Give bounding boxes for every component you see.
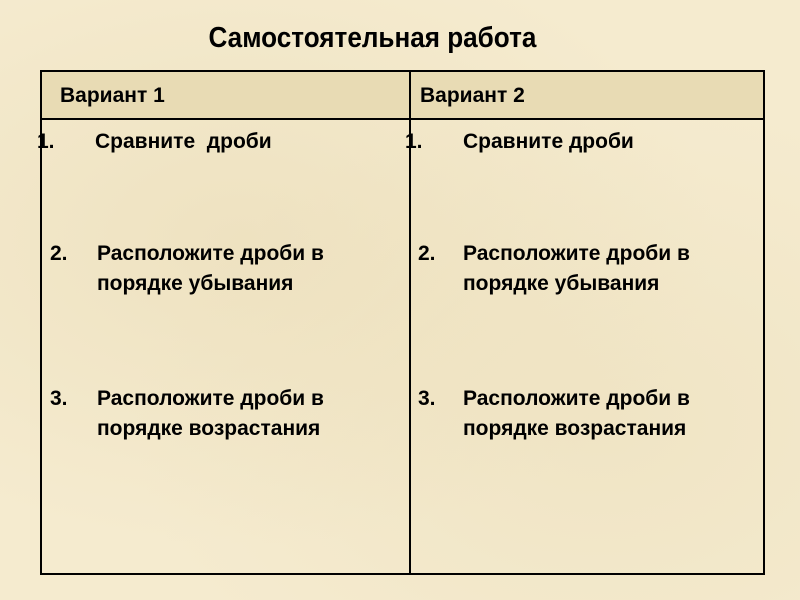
variant-2-task-3	[418, 384, 763, 444]
task-number: 2.	[50, 242, 68, 265]
variant-1-task-2	[50, 239, 405, 299]
task-number: 3.	[50, 387, 68, 410]
task-number: 3.	[418, 387, 436, 410]
task-text: Сравните дроби	[95, 130, 272, 153]
task-text: Расположите дроби в порядке возрастания	[97, 387, 324, 440]
variant-1-task-3	[50, 384, 405, 444]
variant-2-task-1	[405, 127, 765, 157]
task-text: Сравните дроби	[463, 130, 634, 153]
variant-1-header: Вариант 1	[60, 84, 165, 107]
variant-2-header: Вариант 2	[420, 84, 525, 107]
task-number: 1.	[405, 130, 423, 153]
assignment-table	[37, 70, 765, 575]
task-text: Расположите дроби в порядке убывания	[463, 242, 690, 295]
task-number: 2.	[418, 242, 436, 265]
task-text: Расположите дроби в порядке возрастания	[463, 387, 690, 440]
task-text: Расположите дроби в порядке убывания	[97, 242, 324, 295]
task-number: 1.	[37, 130, 55, 153]
page-title: Самостоятельная работа	[208, 22, 537, 54]
variant-2-task-2	[418, 239, 763, 299]
table-header-row	[42, 72, 763, 120]
variant-1-task-1	[37, 127, 397, 157]
